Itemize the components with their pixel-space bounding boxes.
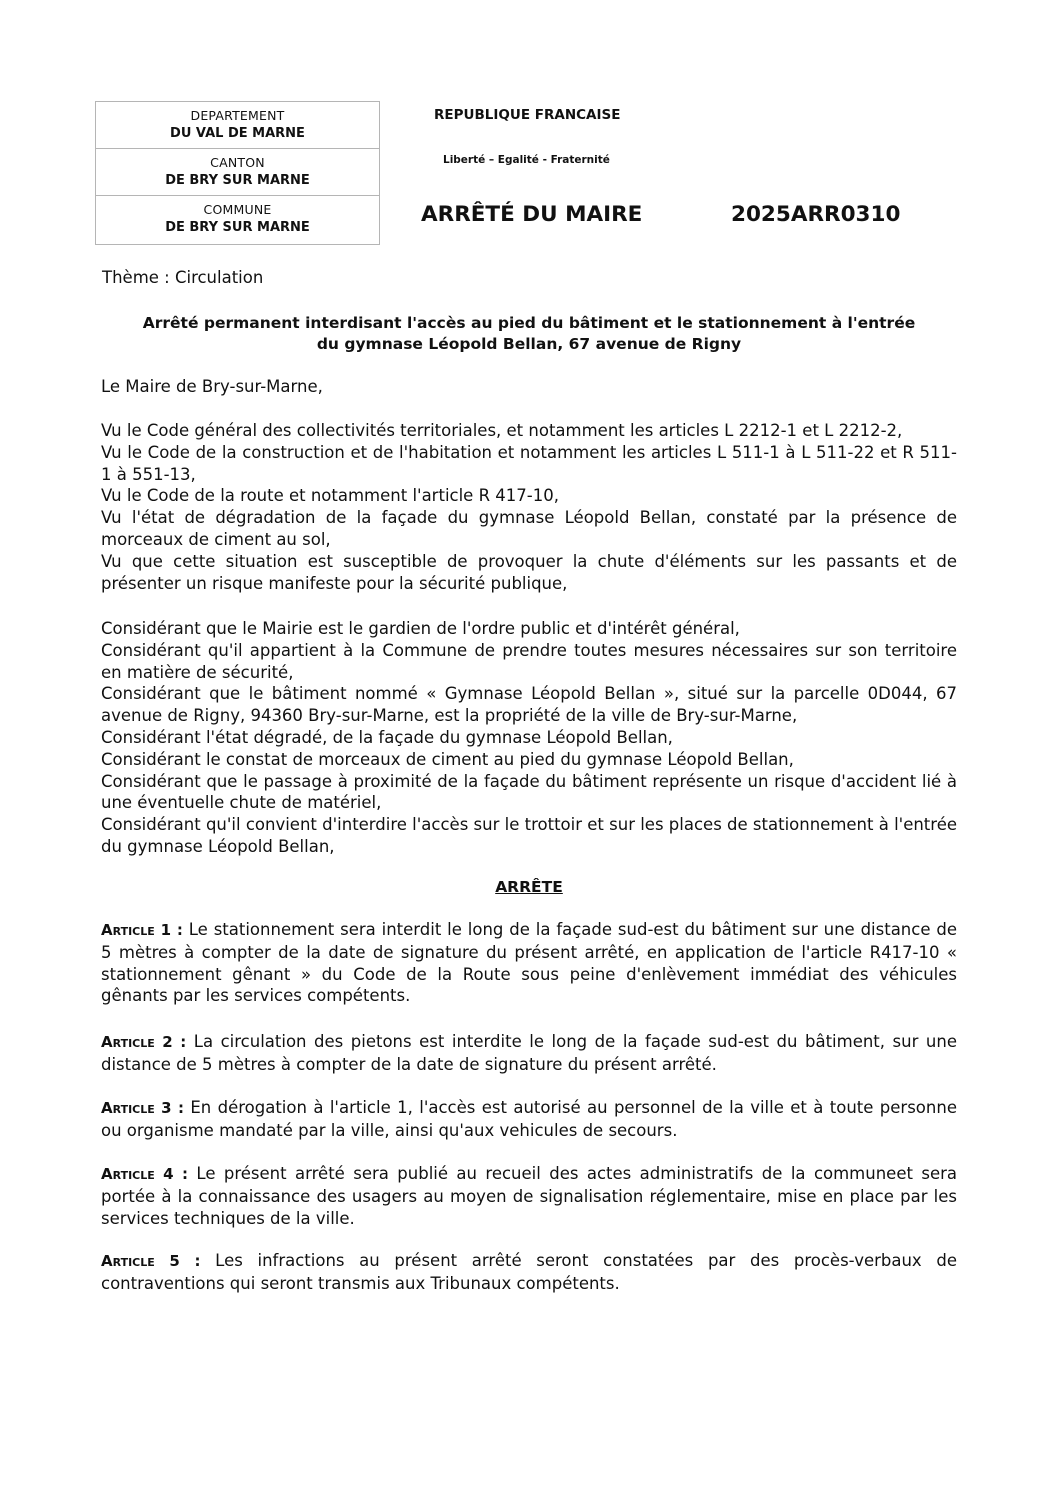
subject-line-2: du gymnase Léopold Bellan, 67 avenue de Rigny (316, 335, 742, 353)
article-label: Article 4 : (101, 1165, 188, 1183)
republique-heading: REPUBLIQUE FRANCAISE (434, 107, 621, 123)
considerant-paragraph: Considérant qu'il appartient à la Commune de prendre toutes mesures nécessaires sur son territoire en matière de sécurité, (101, 640, 957, 682)
vu-paragraph: Vu le Code de la route et notamment l'article R 417-10, (101, 486, 559, 506)
article-text: La circulation des pietons est interdite le long de la façade sud-est du bâtiment, sur une distance de 5 mètres à compter de la date de signature du présent arrêté. (101, 1032, 957, 1074)
article-text: Le présent arrêté sera publié au recueil des actes administratifs de la communeet sera portée à la connaissance des usagers au moyen de signalisation réglementaire, mise en place par les services techniques de la ville. (101, 1164, 957, 1228)
article-2 (101, 1031, 957, 1076)
commune-cell (96, 196, 379, 244)
considerant-section (101, 618, 957, 858)
article-label: Article 5 : (101, 1252, 201, 1270)
considerant-paragraph: Considérant que le passage à proximité de la façade du bâtiment représente un risque d'accident lié à une éventuelle chute de matériel, (101, 771, 957, 813)
subject-line-1: Arrêté permanent interdisant l'accès au pied du bâtiment et le stationnement à l'entrée (142, 314, 916, 332)
arrete-title: ARRÊTÉ DU MAIRE (421, 202, 643, 227)
arrete-number: 2025ARR0310 (731, 202, 901, 227)
article-label: Article 1 : (101, 921, 183, 939)
commune-value: DE BRY SUR MARNE (165, 220, 310, 235)
departement-label: DEPARTEMENT (190, 108, 285, 123)
vu-paragraph: Vu le Code de la construction et de l'habitation et notamment les articles L 511-1 à L 511-22 et R 511-1 à 551-13, (101, 442, 957, 484)
article-5 (101, 1250, 957, 1295)
canton-value: DE BRY SUR MARNE (165, 173, 310, 188)
commune-label: COMMUNE (203, 202, 272, 217)
considerant-paragraph: Considérant que le Mairie est le gardien de l'ordre public et d'intérêt général, (101, 619, 740, 638)
vu-paragraph: Vu l'état de dégradation de la façade du gymnase Léopold Bellan, constaté par la présence de morceaux de ciment au sol, (101, 508, 957, 549)
article-3 (101, 1097, 957, 1142)
considerant-paragraph: Considérant l'état dégradé, de la façade du gymnase Léopold Bellan, (101, 727, 673, 747)
vu-section (101, 420, 957, 594)
article-1 (101, 919, 957, 1007)
article-4 (101, 1163, 957, 1229)
subject-title (100, 313, 958, 355)
departement-cell (96, 102, 379, 149)
article-label: Article 2 : (101, 1033, 187, 1051)
devise-text: Liberté – Egalité - Fraternité (443, 154, 610, 166)
maire-line: Le Maire de Bry-sur-Marne, (101, 377, 323, 396)
article-text: Le stationnement sera interdit le long de la façade sud-est du bâtiment sur une distance de 5 mètres à compter de la date de signature du présent arrêté, en application de l'article R417-10 « stationnement gênant » du Code de la Route sous peine d'enlèvement immédiat des véhicules gênants par les services compétents. (101, 920, 957, 1006)
considerant-paragraph: Considérant le constat de morceaux de ciment au pied du gymnase Léopold Bellan, (101, 749, 794, 769)
theme-line: Thème : Circulation (102, 268, 264, 287)
departement-value: DU VAL DE MARNE (170, 126, 305, 141)
considerant-paragraph: Considérant qu'il convient d'interdire l'accès sur le trottoir et sur les places de stationnement à l'entrée du gymnase Léopold Bellan, (101, 815, 957, 856)
considerant-paragraph: Considérant que le bâtiment nommé « Gymnase Léopold Bellan », situé sur la parcelle 0D044, 67 avenue de Rigny, 94360 Bry-sur-Marne, est la propriété de la ville de Bry-sur-Marne, (101, 684, 957, 726)
article-text: En dérogation à l'article 1, l'accès est autorisé au personnel de la ville et à toute personne ou organisme mandaté par la ville, ainsi qu'aux vehicules de secours. (101, 1098, 957, 1140)
header-admin-box (95, 101, 380, 245)
canton-label: CANTON (210, 155, 265, 170)
arrete-heading: ARRÊTE (495, 878, 563, 896)
vu-paragraph: Vu que cette situation est susceptible de provoquer la chute d'éléments sur les passants et de présenter un risque manifeste pour la sécurité publique, (101, 551, 957, 593)
article-label: Article 3 : (101, 1099, 184, 1117)
canton-cell (96, 149, 379, 196)
vu-paragraph: Vu le Code général des collectivités territoriales, et notamment les articles L 2212-1 et L 2212-2, (101, 421, 903, 440)
article-text: Les infractions au présent arrêté seront constatées par des procès-verbaux de contraventions qui seront transmis aux Tribunaux compétents. (101, 1251, 957, 1293)
